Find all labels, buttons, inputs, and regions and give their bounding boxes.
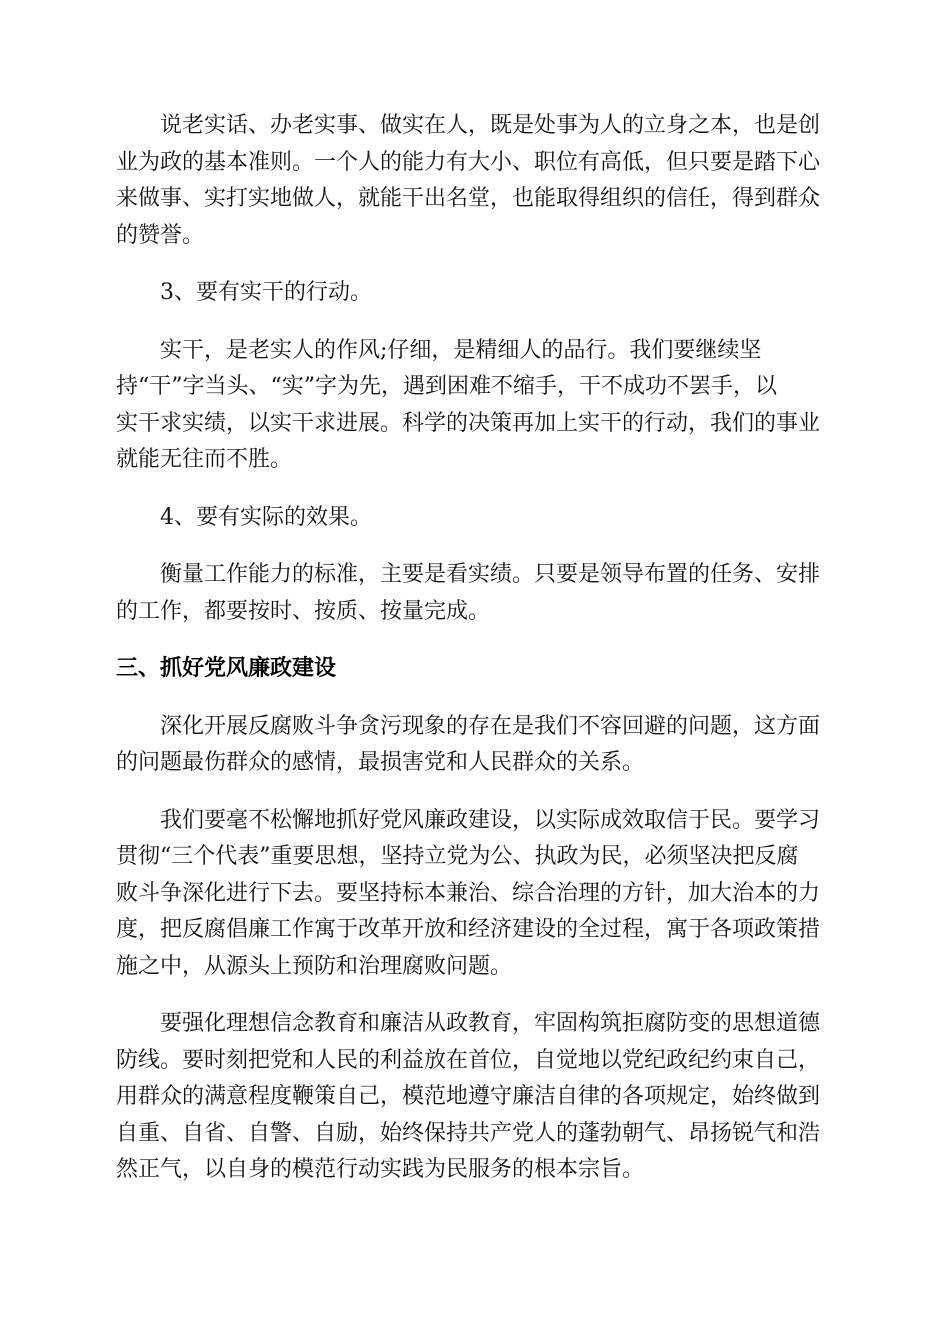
text-line: 业为政的基本准则。一个人的能力有大小、职位有高低，但只要是踏下心 [116,149,821,175]
text-line: 防线。要时刻把党和人民的利益放在首位，自觉地以党纪政纪约束自己， [116,1047,821,1073]
text-line: 用群众的满意程度鞭策自己，模范地遵守廉洁自律的各项规定，始终做到 [116,1084,821,1109]
document-body [116,108,834,1210]
text-line: 深化开展反腐败斗争贪污现象的存在是我们不容回避的问题，这方面 [160,713,821,739]
paragraph-honest-work [116,108,834,254]
text-line: 败斗争深化进行下去。要坚持标本兼治、综合治理的方针，加大治本的力 [116,880,821,906]
text-line: 的问题最伤群众的感情，最损害党和人民群众的关系。 [116,750,645,775]
section-3-heading: 三、抓好党风廉政建设 [116,656,337,681]
text-line: 我们要毫不松懈地抓好党风廉政建设，以实际成效取信于民。要学习 [160,807,821,833]
text-line: 自重、自省、自警、自励，始终保持共产党人的蓬勃朝气、昂扬锐气和浩 [116,1120,821,1146]
text-line: 然正气，以自身的模范行动实践为民服务的根本宗旨。 [116,1157,645,1182]
item-4-title: 4、要有实际的效果。 [160,504,372,530]
text-line: 贯彻“三个代表”重要思想，坚持立党为公、执政为民，必须坚决把反腐 [116,844,799,869]
text-line: 施之中，从源头上预防和治理腐败问题。 [116,953,513,979]
paragraph-practical-action [116,333,834,479]
text-line: 来做事、实打实地做人，就能干出名堂，也能取得组织的信任，得到群众 [116,186,821,211]
text-line: 就能无往而不胜。 [116,447,293,472]
text-line: 持“干”字当头、“实”字为先，遇到困难不缩手，干不成功不罢手，以 [116,374,777,399]
text-line: 度，把反腐倡廉工作寓于改革开放和经济建设的全过程，寓于各项政策措 [116,917,821,942]
text-line: 实干求实绩，以实干求进展。科学的决策再加上实干的行动，我们的事业 [116,410,821,436]
text-line: 说老实话、办老实事、做实在人，既是处事为人的立身之本，也是创 [160,113,821,138]
paragraph-integrity-education [116,1006,834,1189]
text-line: 要强化理想信念教育和廉洁从政教育，牢固构筑拒腐防变的思想道德 [160,1011,821,1036]
item-3-title: 3、要有实干的行动。 [160,280,372,305]
paragraph-anti-corruption-intro [116,709,834,782]
text-line: 实干，是老实人的作风;仔细，是精细人的品行。我们要继续坚 [160,337,762,363]
text-line: 的工作，都要按时、按质、按量完成。 [116,598,491,624]
text-line: 的赞誉。 [116,222,205,248]
paragraph-work-standard [116,557,834,630]
paragraph-party-conduct [116,803,834,986]
text-line: 衡量工作能力的标准，主要是看实绩。只要是领导布置的任务、安排 [160,562,821,587]
